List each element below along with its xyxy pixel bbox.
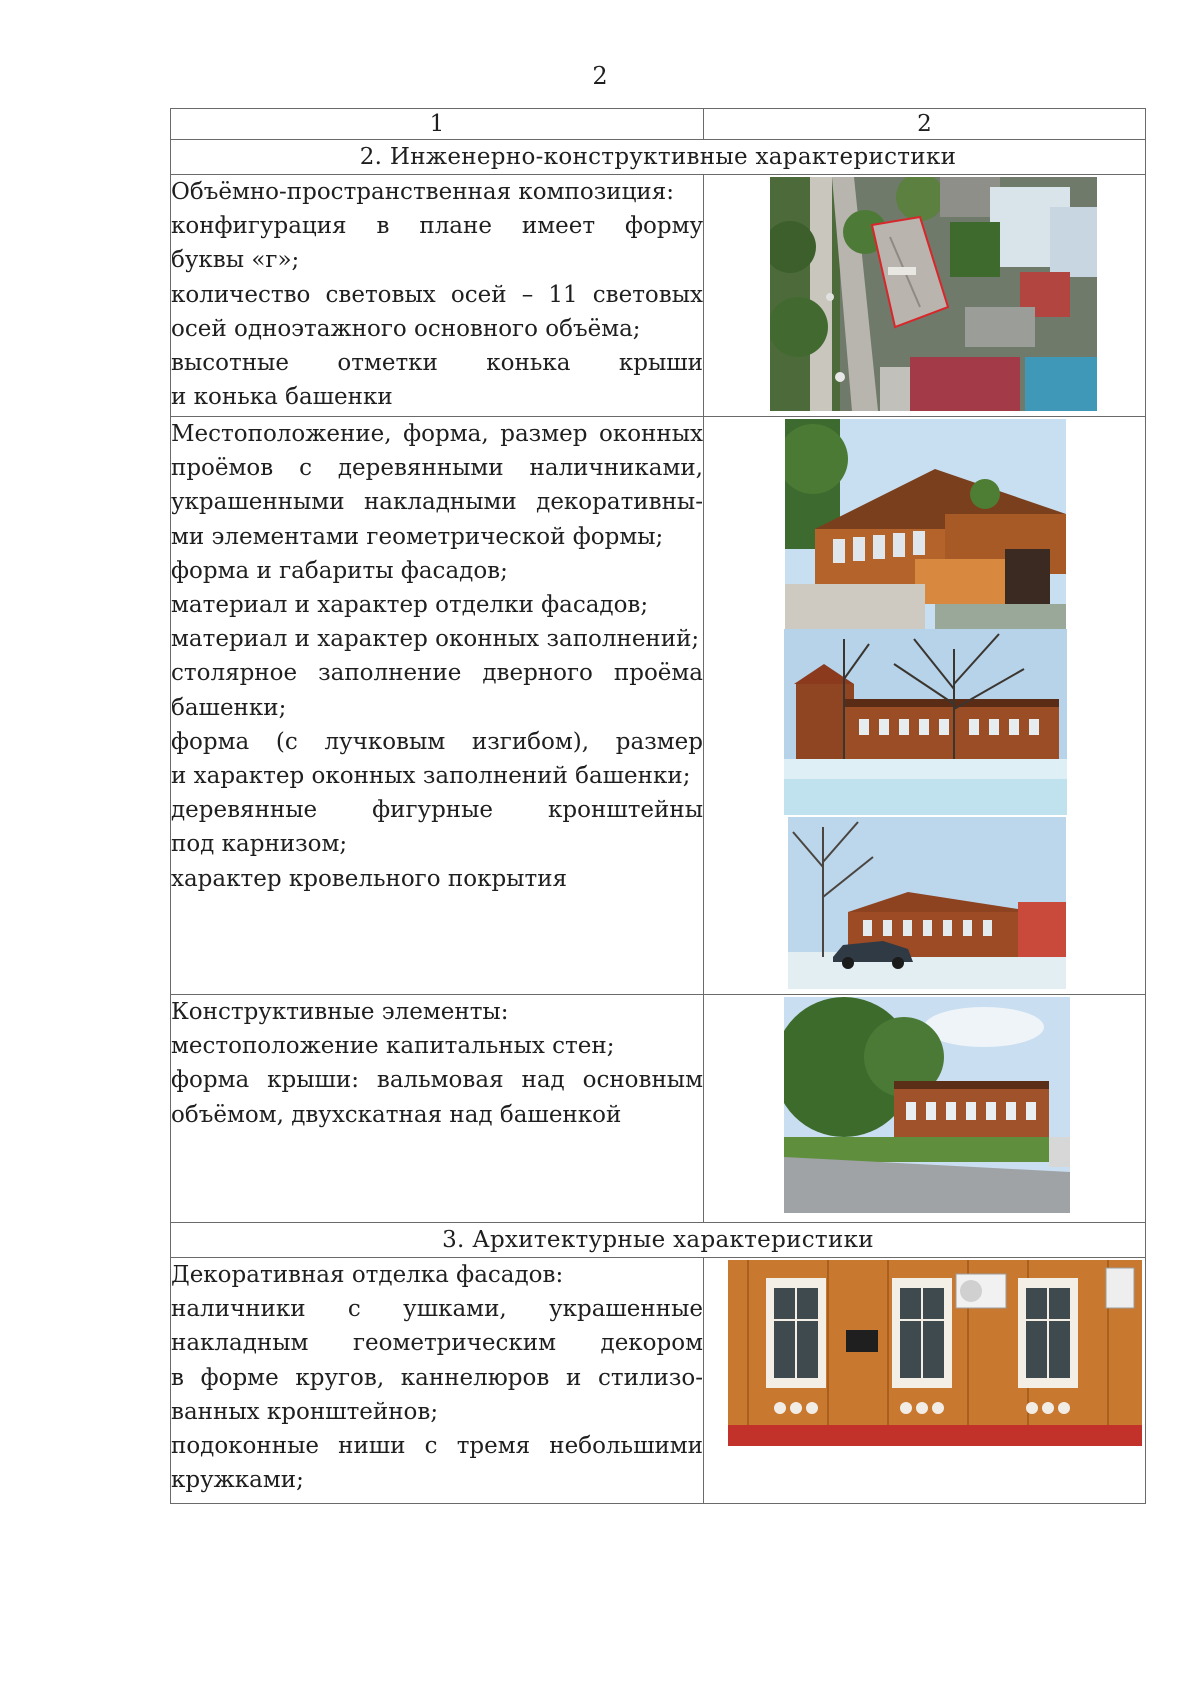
column-header-1: 1 — [171, 109, 704, 140]
house-winter-long-photo — [784, 629, 1067, 815]
table-row — [171, 417, 1146, 995]
satellite-map-image — [770, 177, 1097, 411]
house-winter-corner-photo — [788, 817, 1066, 989]
table-row — [171, 175, 1146, 417]
decoration-photo-cell — [704, 1258, 1146, 1504]
column-header-2: 2 — [704, 109, 1146, 140]
column-number-row — [171, 109, 1146, 140]
characteristics-table — [170, 108, 1146, 1504]
section-2-title: 2. Инженерно-конструктивные характеристики — [171, 140, 1146, 175]
section-3-title: 3. Архитектурные характеристики — [171, 1223, 1146, 1258]
row-structure-text: Конструктивные элементы: местоположение капитальных стен; форма крыши: вальмовая над основным объёмом, двухскатная над башенкой — [171, 995, 704, 1223]
row-composition-text: Объёмно-пространственная композиция: конфигурация в плане имеет форму буквы «г»; количество световых осей – 11 световых осей одноэтажного основного объёма; высотные отметки конька крыши и конька башенки — [171, 175, 704, 417]
satellite-image-cell — [704, 175, 1146, 417]
table-row — [171, 995, 1146, 1223]
page-number: 2 — [592, 62, 608, 90]
house-summer-street-photo — [784, 997, 1070, 1213]
facade-closeup-photo — [728, 1260, 1142, 1446]
row-facade-text: Местоположение, форма, размер оконных проёмов с деревянными наличниками, украшенными накладными декоративны- ми элементами геометрической формы; форма и габариты фасадов; материал и характер отделки фасадов; материал и характер оконных заполнений; столярное заполнение дверного проёма башенки; форма (с лучковым изгибом), размер и характер оконных заполнений башенки; деревянные фигурные кронштейны под карнизом; характер кровельного покрытия — [171, 417, 704, 995]
house-summer-photo — [785, 419, 1066, 629]
row-decoration-text: Декоративная отделка фасадов: наличники с ушками, украшенные накладным геометрическим декором в форме кругов, каннелюров и стилизо- ванных кронштейнов; подоконные ниши с тремя небольшими кружками; — [171, 1258, 704, 1504]
structure-photo-cell — [704, 995, 1146, 1223]
table-row — [171, 1258, 1146, 1504]
facade-photos-cell — [704, 417, 1146, 995]
